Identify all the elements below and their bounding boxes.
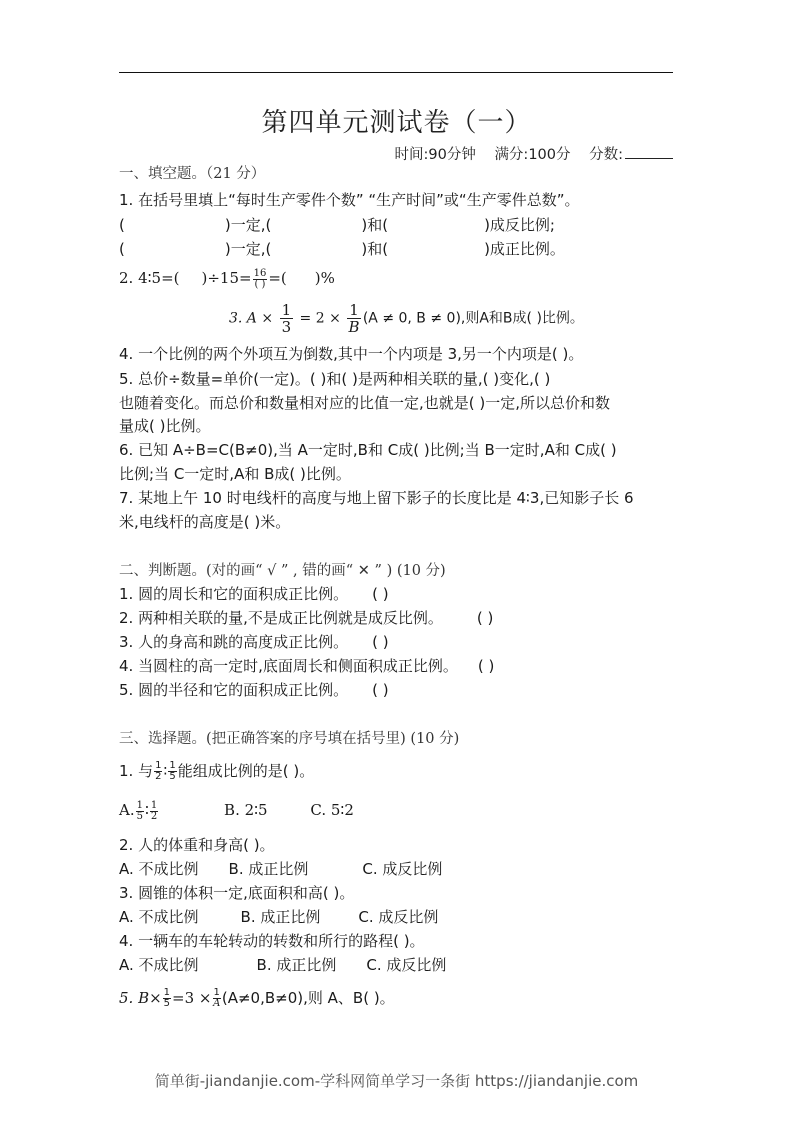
choice-q5: 5. B× $\frac{1}{5}$ =3 × $\frac{1}{A}$ (A≠0,B≠0),则 A、B( )。 [119,987,395,1009]
option-c[interactable]: C. 成反比例 [366,956,447,974]
judge-item-5: 5. 圆的半径和它的面积成正比例。 ( ) [119,681,389,699]
full-score: 满分:100分 [494,147,571,163]
exam-meta [380,143,673,164]
footer-watermark: 简单街-jiandanjie.com-学科网简单学习一条街 https://jiandanjie.com [154,1072,639,1090]
fraction: $\frac{1}{B}$ [348,301,360,336]
fraction: $\frac{1}{2}$ [155,760,162,782]
judge-item-4: 4. 当圆柱的高一定时,底面周长和侧面积成正比例。 ( ) [119,657,495,675]
answer-blank[interactable]: ( ) [372,681,389,699]
fraction: $\frac{1}{5}$ [169,760,176,782]
q4: 4. 一个比例的两个外项互为倒数,其中一个内项是 3,另一个内项是( )。 [119,345,584,363]
q7-line2: 米,电线杆的高度是( )米。 [119,513,291,531]
choice-q3-options [119,907,438,927]
q1-stem: 1. 在括号里填上“每时生产零件个数” “生产时间”或“生产零件总数”。 [119,191,580,209]
option-c[interactable]: C. 成反比例 [358,908,439,926]
option-b[interactable]: B. 成正比例 [228,860,309,878]
answer-blank[interactable]: ( ) [372,633,389,651]
header-rule [119,72,673,73]
option-b[interactable]: B. 成正比例 [240,908,321,926]
q1-row1: ( )一定,( )和( )成反比例; [119,216,555,234]
option-b[interactable]: B. 2∶5 [224,801,268,819]
choice-q1-options [119,800,354,822]
option-c[interactable]: C. 成反比例 [362,860,443,878]
fraction: $\frac{1}{5}$ [163,987,171,1009]
fraction: $\frac{1}{A}$ [213,987,221,1009]
option-c[interactable]: C. 5∶2 [310,801,354,819]
option-a[interactable]: A. 不成比例 [119,860,199,878]
fraction: $\frac{1}{3}$ [281,301,292,336]
q5-line3: 量成( )比例。 [119,417,211,435]
q5-line2: 也随着变化。而总价和数量相对应的比值一定,也就是( )一定,所以总价和数 [119,394,611,412]
choice-q3: 3. 圆锥的体积一定,底面积和高( )。 [119,884,355,902]
choice-q2-options [119,859,442,879]
judge-item-2: 2. 两种相关联的量,不是成正比例就是成反比例。 ( ) [119,609,494,627]
time-limit: 时间:90分钟 [394,147,476,163]
answer-blank[interactable]: ( ) [476,609,494,627]
judge-item-1: 1. 圆的周长和它的面积成正比例。 ( ) [119,585,389,603]
q7-line1: 7. 某地上午 10 时电线杆的高度与地上留下影子的长度比是 4∶3,已知影子长 6 [119,489,634,507]
section3-heading: 三、选择题。(把正确答案的序号填在括号里) (10 分) [119,731,460,747]
section1-heading: 一、填空题。（21 分） [119,166,266,182]
choice-q4: 4. 一辆车的车轮转动的转数和所行的路程( )。 [119,932,425,950]
option-a[interactable]: A. 不成比例 [119,956,199,974]
q5-line1: 5. 总价÷数量=单价(一定)。( )和( )是两种相关联的量,( )变化,( ) [119,370,551,388]
section2-heading: 二、判断题。(对的画“ √ ” , 错的画“ ✕ ” ) (10 分) [119,563,446,579]
q2: 2. 4∶5=( )÷15= $\frac{16}{( )}$ =( )% [119,267,335,290]
choice-q1: 1. 与 $\frac{1}{2}$ ∶ $\frac{1}{5}$ 能组成比例的是( )。 [119,760,315,782]
score-label: 分数: [589,147,673,163]
q6-line1: 6. 已知 A÷B=C(B≠0),当 A一定时,B和 C成( )比例;当 B一定时,A和 C成( ) [119,441,617,459]
page-title: 第四单元测试卷（一） [261,108,532,138]
choice-q4-options [119,955,446,975]
option-a[interactable]: A. $\frac{1}{5}$ ∶ $\frac{1}{2}$ [119,799,158,822]
judge-item-3: 3. 人的身高和跳的高度成正比例。 ( ) [119,633,389,651]
q3: 3. A × $\frac{1}{3}$ = 2 × $\frac{1}{B}$ (A ≠ 0, B ≠ 0),则A和B成( )比例。 [229,301,584,336]
q6-line2: 比例;当 C一定时,A和 B成( )比例。 [119,465,351,483]
answer-blank[interactable]: ( ) [477,657,495,675]
option-a[interactable]: A. 不成比例 [119,908,199,926]
choice-q2: 2. 人的体重和身高( )。 [119,836,275,854]
fraction: $\frac{16}{( )}$ [253,267,267,290]
score-blank[interactable] [625,146,673,159]
answer-blank[interactable]: ( ) [372,585,389,603]
q1-row2: ( )一定,( )和( )成正比例。 [119,240,565,258]
option-b[interactable]: B. 成正比例 [256,956,337,974]
